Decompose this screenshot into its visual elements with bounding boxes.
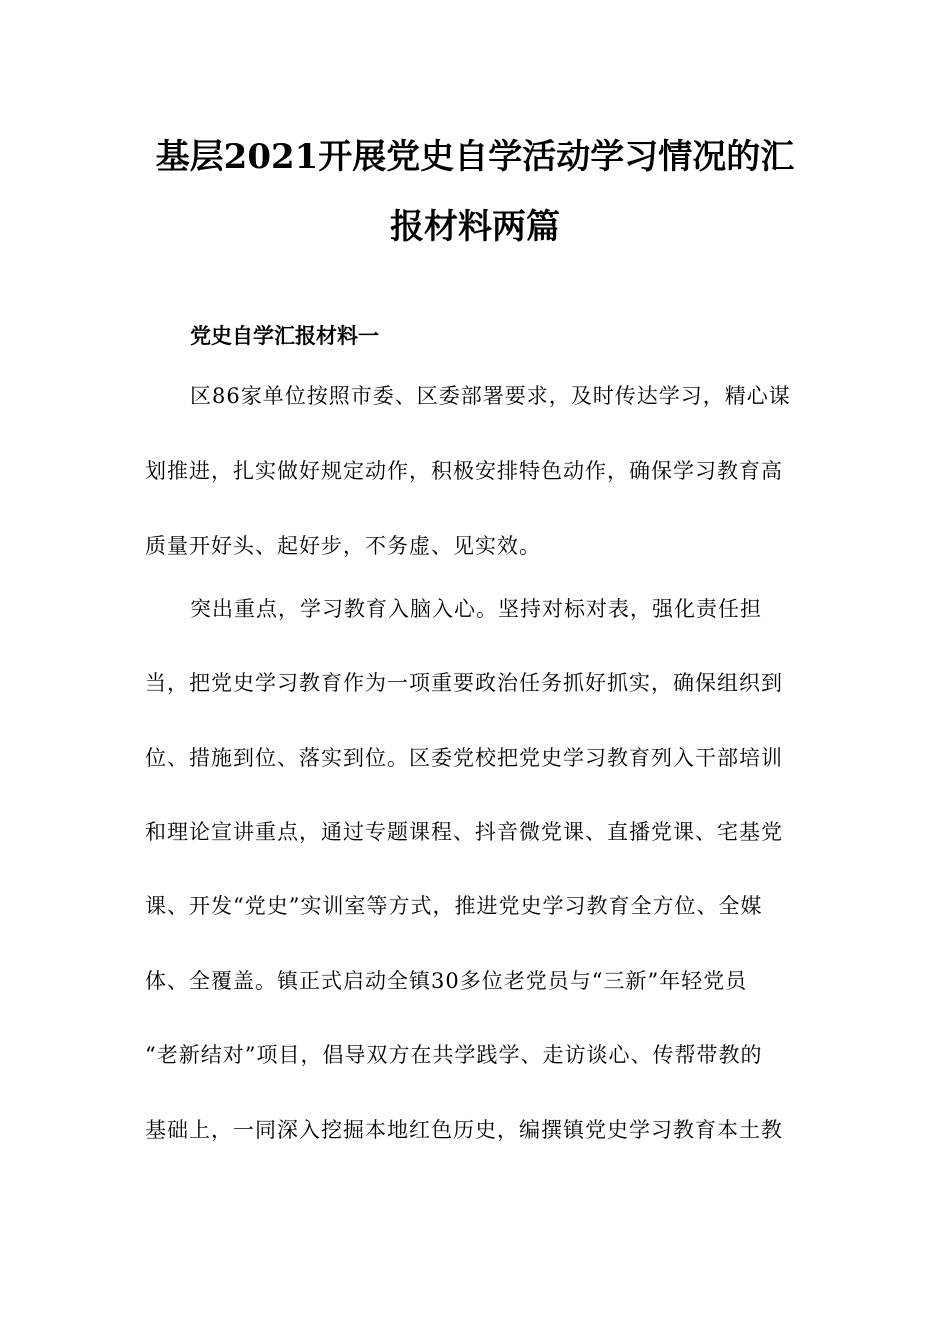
body-line-5: 当，把党史学习教育作为一项重要政治任务抓好抓实，确保组织到 xyxy=(145,671,783,695)
body-line-1: 区86家单位按照市委、区委部署要求，及时传达学习，精心谋 xyxy=(190,384,791,408)
body-line-9: 体、全覆盖。镇正式启动全镇30多位老党员与“三新”年轻党员 xyxy=(145,969,748,993)
document-title-line-2: 报材料两篇 xyxy=(390,207,560,247)
body-line-6: 位、措施到位、落实到位。区委党校把党史学习教育列入干部培训 xyxy=(145,746,783,770)
section-heading: 党史自学汇报材料一 xyxy=(190,324,379,348)
body-line-10: “老新结对”项目，倡导双方在共学践学、走访谈心、传帮带教的 xyxy=(145,1043,763,1067)
body-line-7: 和理论宣讲重点，通过专题课程、抖音微党课、直播党课、宅基党 xyxy=(145,820,783,844)
document-title-line-1: 基层2021开展党史自学活动学习情况的汇 xyxy=(155,137,795,177)
body-line-11: 基础上，一同深入挖掘本地红色历史，编撰镇党史学习教育本土教 xyxy=(145,1118,783,1142)
body-line-4: 突出重点，学习教育入脑入心。坚持对标对表，强化责任担 xyxy=(190,597,762,621)
body-line-3: 质量开好头、起好步，不务虚、见实效。 xyxy=(145,534,541,558)
body-line-8: 课、开发“党史”实训室等方式，推进党史学习教育全方位、全媒 xyxy=(145,894,763,918)
body-line-2: 划推进，扎实做好规定动作，积极安排特色动作，确保学习教育高 xyxy=(145,459,783,483)
